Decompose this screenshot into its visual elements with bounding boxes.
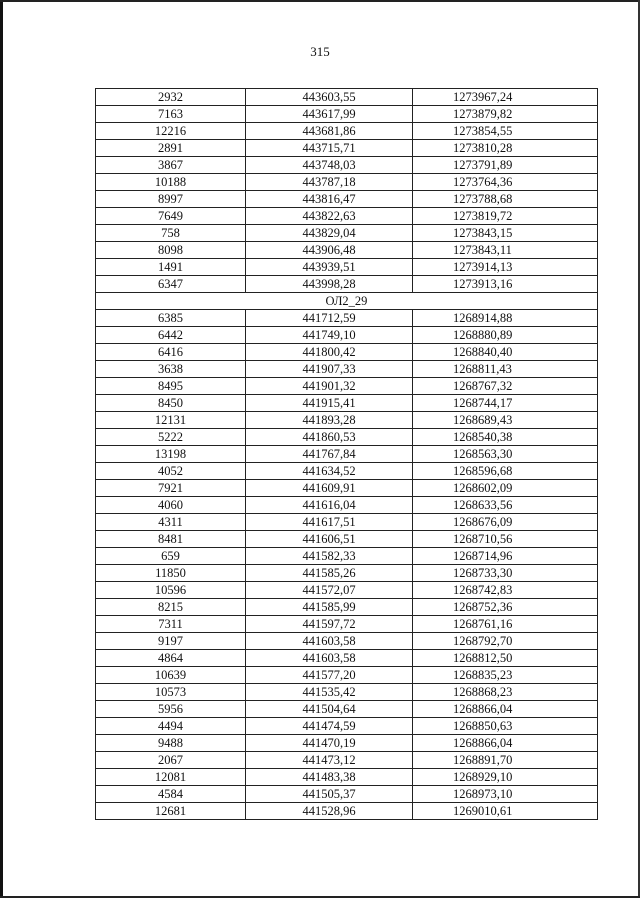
point-number-cell: 9197 bbox=[96, 633, 246, 650]
table-row bbox=[96, 89, 598, 106]
x-coordinate-cell: 443681,86 bbox=[246, 123, 413, 140]
y-coordinate-cell: 1268767,32 bbox=[413, 378, 598, 395]
table-row bbox=[96, 242, 598, 259]
section-header-row bbox=[96, 293, 598, 310]
table-row bbox=[96, 361, 598, 378]
table-row bbox=[96, 701, 598, 718]
point-number-cell: 12131 bbox=[96, 412, 246, 429]
x-coordinate-cell: 441901,32 bbox=[246, 378, 413, 395]
table-row bbox=[96, 259, 598, 276]
x-coordinate-cell: 441603,58 bbox=[246, 633, 413, 650]
y-coordinate-cell: 1268914,88 bbox=[413, 310, 598, 327]
y-coordinate-cell: 1268811,43 bbox=[413, 361, 598, 378]
y-coordinate-cell: 1268563,30 bbox=[413, 446, 598, 463]
table-row bbox=[96, 344, 598, 361]
x-coordinate-cell: 443787,18 bbox=[246, 174, 413, 191]
y-coordinate-cell: 1273764,36 bbox=[413, 174, 598, 191]
x-coordinate-cell: 441609,91 bbox=[246, 480, 413, 497]
point-number-cell: 659 bbox=[96, 548, 246, 565]
table-row bbox=[96, 174, 598, 191]
y-coordinate-cell: 1268633,56 bbox=[413, 497, 598, 514]
point-number-cell: 8215 bbox=[96, 599, 246, 616]
y-coordinate-cell: 1273854,55 bbox=[413, 123, 598, 140]
y-coordinate-cell: 1268929,10 bbox=[413, 769, 598, 786]
y-coordinate-cell: 1268752,36 bbox=[413, 599, 598, 616]
x-coordinate-cell: 441597,72 bbox=[246, 616, 413, 633]
y-coordinate-cell: 1268540,38 bbox=[413, 429, 598, 446]
y-coordinate-cell: 1268761,16 bbox=[413, 616, 598, 633]
x-coordinate-cell: 443715,71 bbox=[246, 140, 413, 157]
table-row bbox=[96, 531, 598, 548]
y-coordinate-cell: 1268891,70 bbox=[413, 752, 598, 769]
x-coordinate-cell: 443748,03 bbox=[246, 157, 413, 174]
point-number-cell: 4052 bbox=[96, 463, 246, 480]
point-number-cell: 11850 bbox=[96, 565, 246, 582]
table-row bbox=[96, 752, 598, 769]
x-coordinate-cell: 441582,33 bbox=[246, 548, 413, 565]
table-row bbox=[96, 378, 598, 395]
table-row bbox=[96, 225, 598, 242]
point-number-cell: 9488 bbox=[96, 735, 246, 752]
table-row bbox=[96, 480, 598, 497]
x-coordinate-cell: 441616,04 bbox=[246, 497, 413, 514]
point-number-cell: 10596 bbox=[96, 582, 246, 599]
point-number-cell: 10188 bbox=[96, 174, 246, 191]
point-number-cell: 6416 bbox=[96, 344, 246, 361]
point-number-cell: 4311 bbox=[96, 514, 246, 531]
table-row bbox=[96, 497, 598, 514]
y-coordinate-cell: 1268866,04 bbox=[413, 735, 598, 752]
y-coordinate-cell: 1268812,50 bbox=[413, 650, 598, 667]
x-coordinate-cell: 441585,26 bbox=[246, 565, 413, 582]
x-coordinate-cell: 441483,38 bbox=[246, 769, 413, 786]
x-coordinate-cell: 441535,42 bbox=[246, 684, 413, 701]
y-coordinate-cell: 1268868,23 bbox=[413, 684, 598, 701]
y-coordinate-cell: 1268744,17 bbox=[413, 395, 598, 412]
table-row bbox=[96, 718, 598, 735]
table-row bbox=[96, 106, 598, 123]
point-number-cell: 13198 bbox=[96, 446, 246, 463]
x-coordinate-cell: 441907,33 bbox=[246, 361, 413, 378]
table-row bbox=[96, 191, 598, 208]
table-row bbox=[96, 140, 598, 157]
y-coordinate-cell: 1268733,30 bbox=[413, 565, 598, 582]
table-row bbox=[96, 310, 598, 327]
coordinates-table-body bbox=[96, 89, 598, 820]
page-number: 315 bbox=[310, 44, 330, 59]
x-coordinate-cell: 441767,84 bbox=[246, 446, 413, 463]
table-row bbox=[96, 735, 598, 752]
point-number-cell: 2891 bbox=[96, 140, 246, 157]
point-number-cell: 12216 bbox=[96, 123, 246, 140]
table-row bbox=[96, 208, 598, 225]
table-row bbox=[96, 446, 598, 463]
y-coordinate-cell: 1273843,15 bbox=[413, 225, 598, 242]
point-number-cell: 8450 bbox=[96, 395, 246, 412]
y-coordinate-cell: 1268840,40 bbox=[413, 344, 598, 361]
table-row bbox=[96, 395, 598, 412]
point-number-cell: 5956 bbox=[96, 701, 246, 718]
table-row bbox=[96, 599, 598, 616]
point-number-cell: 8495 bbox=[96, 378, 246, 395]
x-coordinate-cell: 441585,99 bbox=[246, 599, 413, 616]
table-row bbox=[96, 463, 598, 480]
x-coordinate-cell: 441749,10 bbox=[246, 327, 413, 344]
point-number-cell: 4060 bbox=[96, 497, 246, 514]
point-number-cell: 1491 bbox=[96, 259, 246, 276]
x-coordinate-cell: 443617,99 bbox=[246, 106, 413, 123]
point-number-cell: 7311 bbox=[96, 616, 246, 633]
point-number-cell: 2067 bbox=[96, 752, 246, 769]
x-coordinate-cell: 441606,51 bbox=[246, 531, 413, 548]
point-number-cell: 10639 bbox=[96, 667, 246, 684]
table-row bbox=[96, 565, 598, 582]
x-coordinate-cell: 443998,28 bbox=[246, 276, 413, 293]
table-row bbox=[96, 616, 598, 633]
point-number-cell: 2932 bbox=[96, 89, 246, 106]
point-number-cell: 7921 bbox=[96, 480, 246, 497]
y-coordinate-cell: 1273913,16 bbox=[413, 276, 598, 293]
x-coordinate-cell: 443822,63 bbox=[246, 208, 413, 225]
section-label: ОЛ2_29 bbox=[96, 293, 598, 310]
point-number-cell: 7649 bbox=[96, 208, 246, 225]
y-coordinate-cell: 1273810,28 bbox=[413, 140, 598, 157]
point-number-cell: 12081 bbox=[96, 769, 246, 786]
x-coordinate-cell: 441893,28 bbox=[246, 412, 413, 429]
scan-border-top bbox=[0, 0, 640, 2]
x-coordinate-cell: 441712,59 bbox=[246, 310, 413, 327]
y-coordinate-cell: 1268973,10 bbox=[413, 786, 598, 803]
table-row bbox=[96, 412, 598, 429]
point-number-cell: 10573 bbox=[96, 684, 246, 701]
y-coordinate-cell: 1268710,56 bbox=[413, 531, 598, 548]
point-number-cell: 8997 bbox=[96, 191, 246, 208]
x-coordinate-cell: 441474,59 bbox=[246, 718, 413, 735]
y-coordinate-cell: 1273914,13 bbox=[413, 259, 598, 276]
x-coordinate-cell: 443829,04 bbox=[246, 225, 413, 242]
point-number-cell: 8098 bbox=[96, 242, 246, 259]
point-number-cell: 12681 bbox=[96, 803, 246, 820]
point-number-cell: 4864 bbox=[96, 650, 246, 667]
x-coordinate-cell: 443939,51 bbox=[246, 259, 413, 276]
x-coordinate-cell: 441915,41 bbox=[246, 395, 413, 412]
y-coordinate-cell: 1268689,43 bbox=[413, 412, 598, 429]
table-row bbox=[96, 684, 598, 701]
x-coordinate-cell: 443816,47 bbox=[246, 191, 413, 208]
y-coordinate-cell: 1268596,68 bbox=[413, 463, 598, 480]
table-row bbox=[96, 327, 598, 344]
x-coordinate-cell: 443906,48 bbox=[246, 242, 413, 259]
x-coordinate-cell: 441634,52 bbox=[246, 463, 413, 480]
y-coordinate-cell: 1273843,11 bbox=[413, 242, 598, 259]
table-row bbox=[96, 548, 598, 565]
y-coordinate-cell: 1268866,04 bbox=[413, 701, 598, 718]
point-number-cell: 6347 bbox=[96, 276, 246, 293]
table-row bbox=[96, 650, 598, 667]
x-coordinate-cell: 441470,19 bbox=[246, 735, 413, 752]
x-coordinate-cell: 441603,58 bbox=[246, 650, 413, 667]
point-number-cell: 6385 bbox=[96, 310, 246, 327]
point-number-cell: 6442 bbox=[96, 327, 246, 344]
x-coordinate-cell: 441577,20 bbox=[246, 667, 413, 684]
y-coordinate-cell: 1268850,63 bbox=[413, 718, 598, 735]
x-coordinate-cell: 441617,51 bbox=[246, 514, 413, 531]
x-coordinate-cell: 443603,55 bbox=[246, 89, 413, 106]
y-coordinate-cell: 1269010,61 bbox=[413, 803, 598, 820]
x-coordinate-cell: 441528,96 bbox=[246, 803, 413, 820]
y-coordinate-cell: 1273819,72 bbox=[413, 208, 598, 225]
y-coordinate-cell: 1273967,24 bbox=[413, 89, 598, 106]
scan-border-left bbox=[0, 0, 3, 898]
y-coordinate-cell: 1268676,09 bbox=[413, 514, 598, 531]
x-coordinate-cell: 441473,12 bbox=[246, 752, 413, 769]
point-number-cell: 7163 bbox=[96, 106, 246, 123]
table-row bbox=[96, 803, 598, 820]
x-coordinate-cell: 441572,07 bbox=[246, 582, 413, 599]
y-coordinate-cell: 1268742,83 bbox=[413, 582, 598, 599]
y-coordinate-cell: 1273788,68 bbox=[413, 191, 598, 208]
y-coordinate-cell: 1268835,23 bbox=[413, 667, 598, 684]
table-row bbox=[96, 769, 598, 786]
table-row bbox=[96, 429, 598, 446]
table-row bbox=[96, 157, 598, 174]
table-row bbox=[96, 582, 598, 599]
x-coordinate-cell: 441860,53 bbox=[246, 429, 413, 446]
point-number-cell: 4494 bbox=[96, 718, 246, 735]
point-number-cell: 8481 bbox=[96, 531, 246, 548]
y-coordinate-cell: 1268880,89 bbox=[413, 327, 598, 344]
point-number-cell: 5222 bbox=[96, 429, 246, 446]
y-coordinate-cell: 1268602,09 bbox=[413, 480, 598, 497]
y-coordinate-cell: 1268714,96 bbox=[413, 548, 598, 565]
point-number-cell: 758 bbox=[96, 225, 246, 242]
table-row bbox=[96, 667, 598, 684]
table-row bbox=[96, 633, 598, 650]
x-coordinate-cell: 441505,37 bbox=[246, 786, 413, 803]
y-coordinate-cell: 1273791,89 bbox=[413, 157, 598, 174]
point-number-cell: 3638 bbox=[96, 361, 246, 378]
point-number-cell: 4584 bbox=[96, 786, 246, 803]
y-coordinate-cell: 1273879,82 bbox=[413, 106, 598, 123]
point-number-cell: 3867 bbox=[96, 157, 246, 174]
coordinates-table bbox=[95, 88, 598, 820]
table-row bbox=[96, 786, 598, 803]
table-row bbox=[96, 514, 598, 531]
x-coordinate-cell: 441504,64 bbox=[246, 701, 413, 718]
table-row bbox=[96, 123, 598, 140]
x-coordinate-cell: 441800,42 bbox=[246, 344, 413, 361]
y-coordinate-cell: 1268792,70 bbox=[413, 633, 598, 650]
table-row bbox=[96, 276, 598, 293]
